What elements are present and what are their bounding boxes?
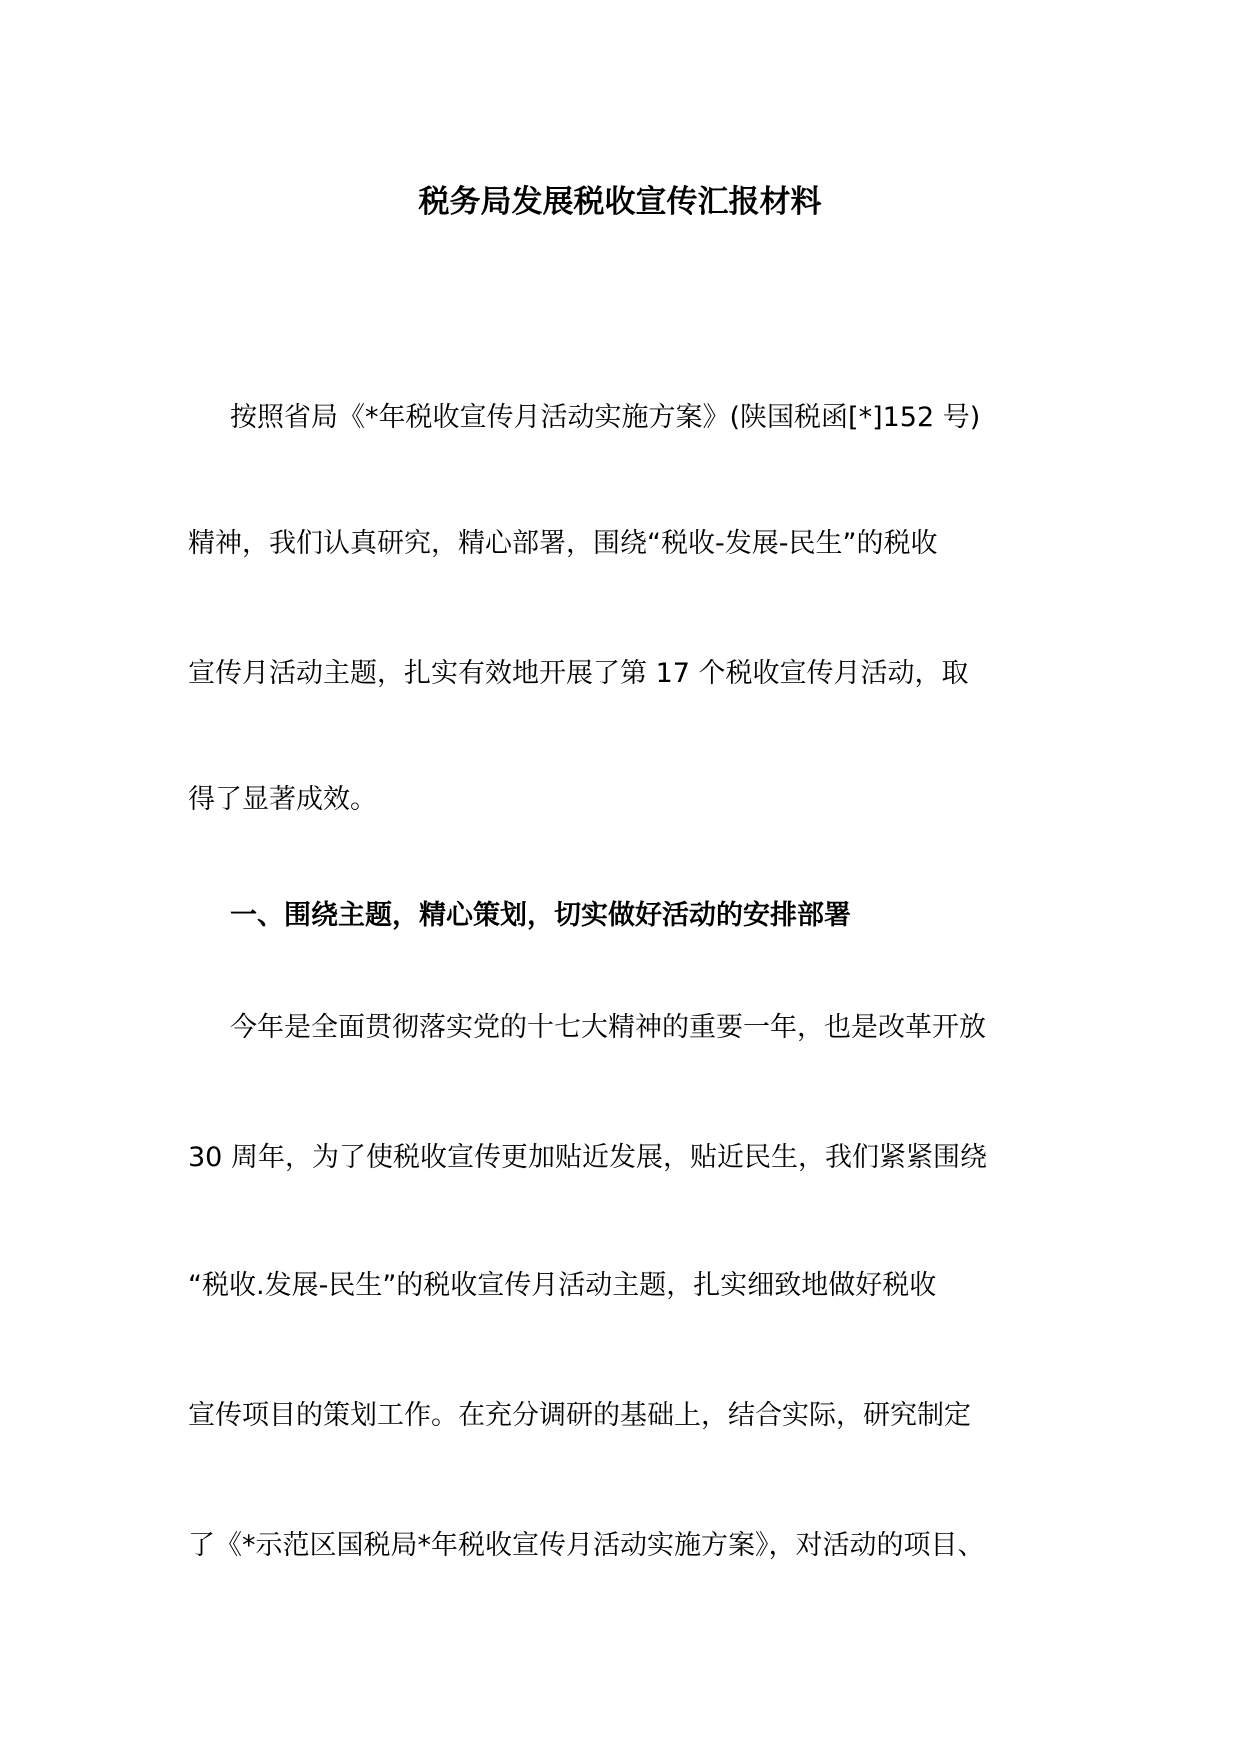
document-title: 税务局发展税收宣传汇报材料 [418,184,822,220]
paragraph-2-line-2: 30 周年，为了使税收宣传更加贴近发展，贴近民生，我们紧紧围绕 [188,1142,987,1173]
paragraph-1-line-3: 宣传月活动主题，扎实有效地开展了第 17 个税收宣传月活动，取 [188,658,969,689]
paragraph-2-line-5: 了《*示范区国税局*年税收宣传月活动实施方案》，对活动的项目、 [188,1530,985,1561]
paragraph-2-line-3: “税收.发展-民生”的税收宣传月活动主题，扎实细致地做好税收 [188,1270,937,1301]
section-heading-1: 一、围绕主题，精心策划，切实做好活动的安排部署 [230,900,851,931]
paragraph-2-line-1: 今年是全面贯彻落实党的十七大精神的重要一年，也是改革开放 [230,1012,986,1043]
paragraph-2-line-4: 宣传项目的策划工作。在充分调研的基础上，结合实际，研究制定 [188,1400,971,1431]
paragraph-1-line-4: 得了显著成效。 [188,784,377,815]
paragraph-1-line-1: 按照省局《*年税收宣传月活动实施方案》(陕国税函[*]152 号) [230,402,981,433]
paragraph-1-line-2: 精神，我们认真研究，精心部署，围绕“税收-发展-民生”的税收 [188,528,938,559]
